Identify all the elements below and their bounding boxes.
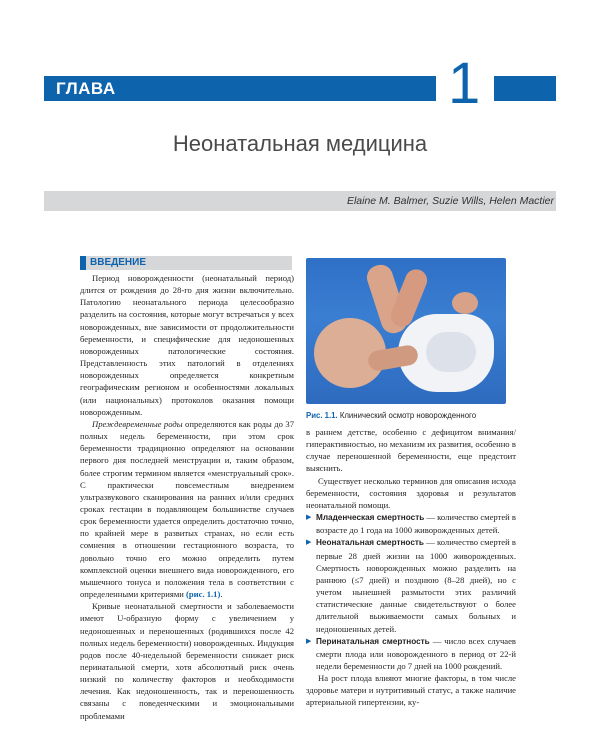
page-title: Неонатальная медицина: [172, 131, 428, 156]
term-text: — количество смертей в возрасте до 1 года на 1000 живорожденных детей.: [316, 512, 516, 536]
figure-caption-text: Клинический осмотр новорожденного: [337, 411, 477, 420]
paragraph: Существует несколько терминов для описания исхода беременности, состояния здоровья и результатов неонатальной помощи.: [306, 475, 516, 510]
term: Младенческая смертность: [316, 513, 425, 523]
paragraph: Период новорожденности (неонатальный период) длится от рождения до 28-го дня жизни включительно. Патологию неонатального периода целесообразно разделить на состояния, которые могут встречаться у всех новорожденных, вне зависимости от продолжительности беременности, и специфические для недоношенных новорожденных патологические состояния. Представленность этих патологий в отделениях новорожденных определяется конкретным географическим регионом и особенностями локальных (или национальных) протоколов оказания помощи новорожденным.: [80, 273, 294, 417]
paragraph: [80, 418, 294, 600]
right-column: [306, 426, 516, 709]
paragraph: в раннем детстве, особенно с дефицитом внимания/гиперактивностью, но механизм их развития, особенно в случае переношенной беременности, еще предстоит выяснить.: [306, 427, 516, 474]
italic-term: Преждевременные роды: [92, 418, 183, 429]
chapter-label: ГЛАВА: [56, 79, 116, 98]
list-item: [306, 635, 516, 672]
list-item: [306, 536, 516, 634]
figure-reference-link[interactable]: (рис. 1.1): [186, 589, 221, 600]
term-text: — число всех случаев смерти плода или новорожденного в период от 22-й недели беременности до 7 дней на 1000 рождений.: [316, 635, 516, 671]
photo-hand-shape: [452, 292, 478, 314]
section-marker: [80, 256, 86, 270]
chapter-number: 1: [448, 51, 481, 116]
figure-caption: [306, 410, 476, 421]
figure-label: Рис. 1.1.: [306, 411, 338, 420]
arrow-bullet-icon: ▶: [306, 513, 312, 522]
authors: Elaine M. Balmer, Suzie Wills, Helen Mactier: [346, 195, 554, 207]
arrow-bullet-icon: ▶: [306, 636, 312, 645]
paragraph-text: определяются как роды до 37 полных недель беременности, при этом срок беременности традиционно определяют на основании первого дня последней менструации и, таким образом, более строгим термином является «менструальный срок». С практически повсеместным внедрением ультразвукового сканирования на ранних и/или средних сроках гестации в подавляющем большинстве случаев срок беременности удается определить достаточно точно, по крайней мере в развитых странах, но если есть сомнения в отношении гестационного возраста, то довольно точно его можно определить путем комплексной оценки внешнего вида новорожденного, его мышечного тонуса и положения тела в соответствии с определенными критериями: [80, 418, 294, 600]
paragraph: Кривые неонатальной смертности и заболеваемости имеют U-образную форму с увеличением у недоношенных и переношенных (родившихся после 42 полных недель беременности) новорожденных. Индукция родов после 40-недельной беременности снижает риск перинатальной смерти, хотя абсолютный риск очень низкий по количеству факторов и необходимости лечения. Как недоношенность, так и переношенность связаны с поведенческими и эмоциональными проблемами: [80, 601, 294, 721]
arrow-bullet-icon: ▶: [306, 538, 312, 547]
left-column: [80, 272, 294, 722]
chapter-rule: [494, 76, 556, 101]
section-heading-label: ВВЕДЕНИЕ: [90, 257, 146, 268]
term: Неонатальная смертность: [316, 538, 424, 548]
section-heading: [80, 256, 292, 270]
newborn-photo: [306, 258, 506, 404]
paragraph-end: .: [220, 589, 223, 600]
list-item: [306, 511, 516, 536]
term: Перинатальная смертность: [316, 636, 430, 646]
term-list: [306, 511, 516, 672]
term-text: — количество смертей в первые 28 дней жизни на 1000 живорожденных. Смертность новорожденных можно разделить на раннюю (≤7 дней) и позднюю (8–28 дней), но с учетом нынешней размытости этих различий статистические данные свидетельствуют о более длительной выживаемости самых больных и недоношенных детей.: [316, 537, 516, 634]
paragraph: На рост плода влияют многие факторы, в том числе здоровье матери и нутритивный статус, а также наличие артериальной гипертензии, ку-: [306, 673, 516, 708]
photo-fold-shape: [426, 332, 476, 372]
